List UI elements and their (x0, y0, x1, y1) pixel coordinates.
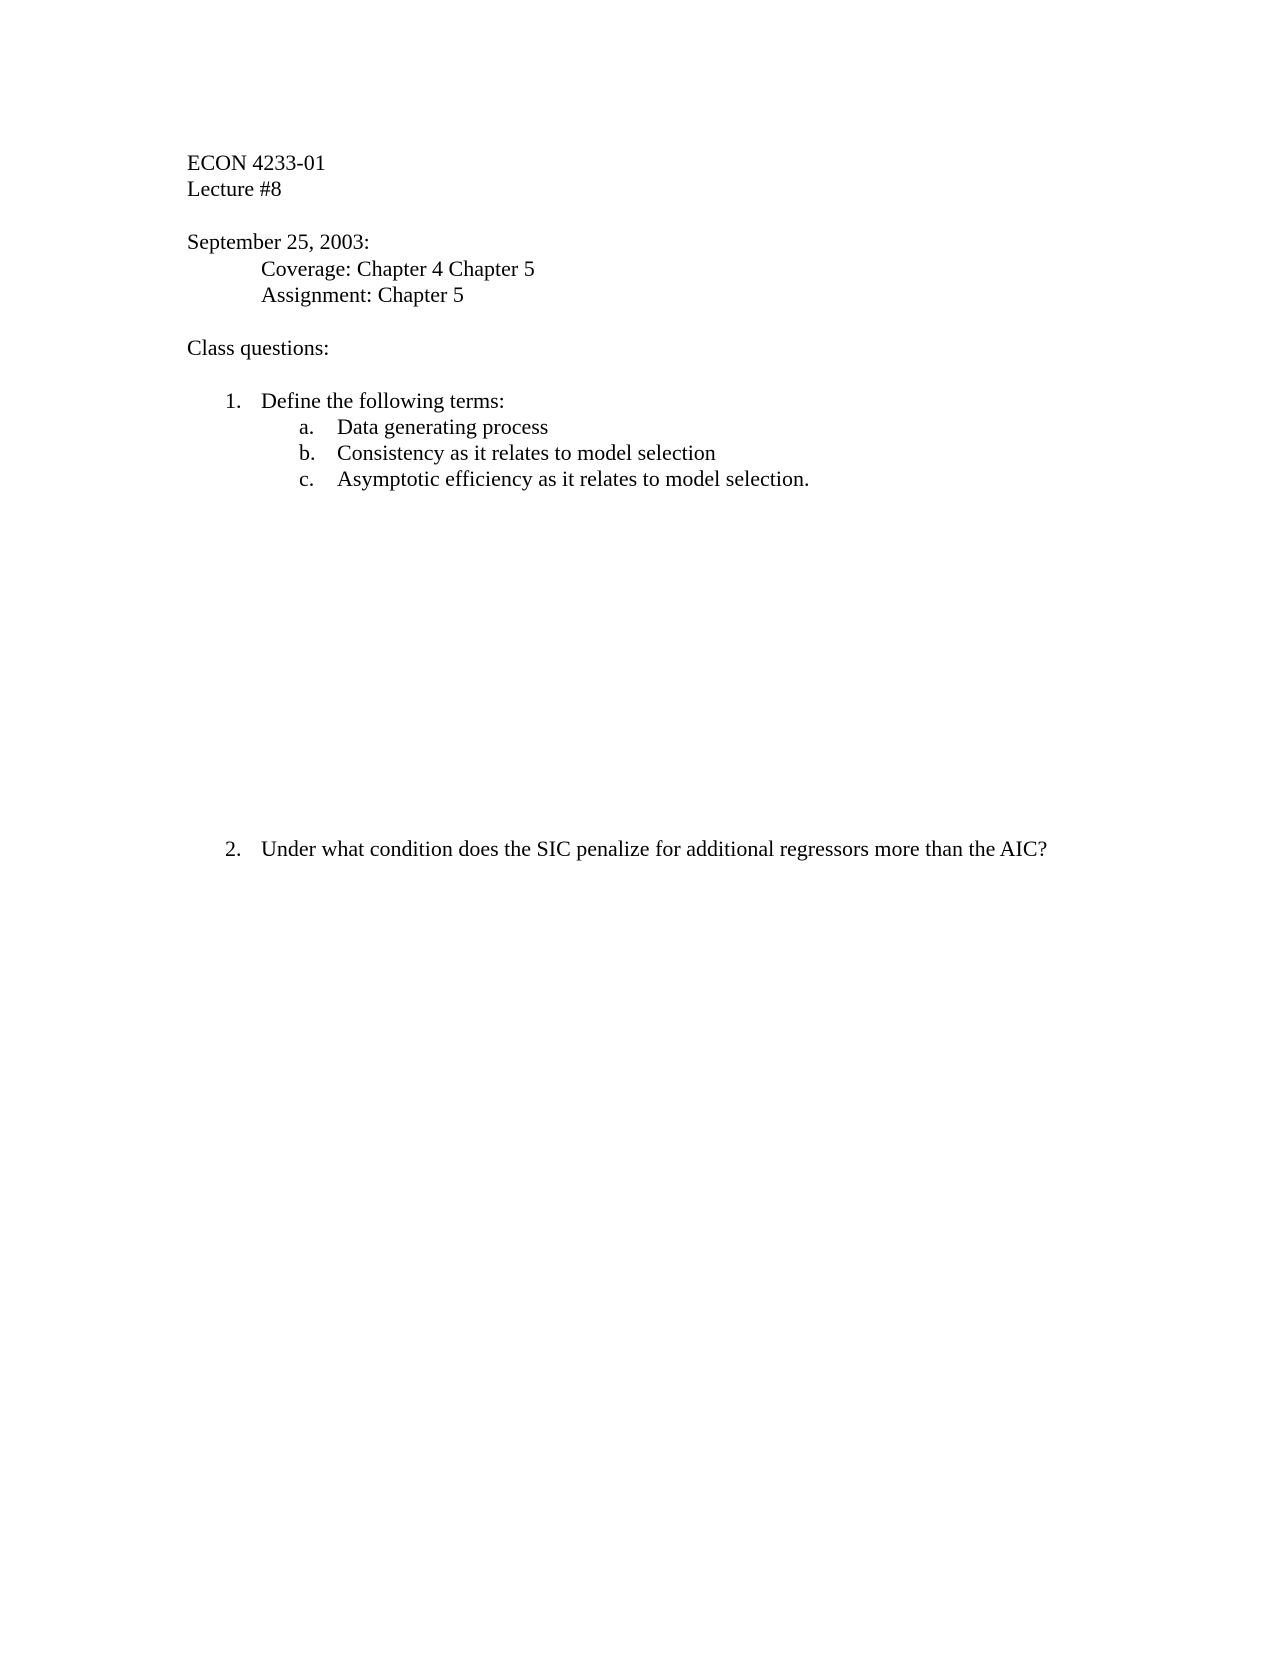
lecture-date: September 25, 2003: (187, 229, 370, 254)
questions-heading: Class questions: (187, 335, 330, 360)
assignment-line: Assignment: Chapter 5 (261, 282, 464, 307)
subitem-letter: b. (299, 440, 316, 465)
course-code: ECON 4233-01 (187, 150, 326, 175)
lecture-number: Lecture #8 (187, 176, 282, 201)
question-number: 1. (225, 388, 242, 413)
subitem-text: Data generating process (337, 414, 549, 439)
subitem-text: Asymptotic efficiency as it relates to model selection. (337, 466, 810, 491)
subitem-letter: a. (299, 414, 315, 439)
subitem-letter: c. (299, 466, 315, 491)
question-text: Define the following terms: (261, 388, 505, 413)
question-text: Under what condition does the SIC penalize for additional regressors more than the AIC? (261, 836, 1048, 861)
subitem-text: Consistency as it relates to model selection (337, 440, 716, 465)
question-number: 2. (225, 836, 242, 861)
coverage-line: Coverage: Chapter 4 Chapter 5 (261, 256, 535, 281)
